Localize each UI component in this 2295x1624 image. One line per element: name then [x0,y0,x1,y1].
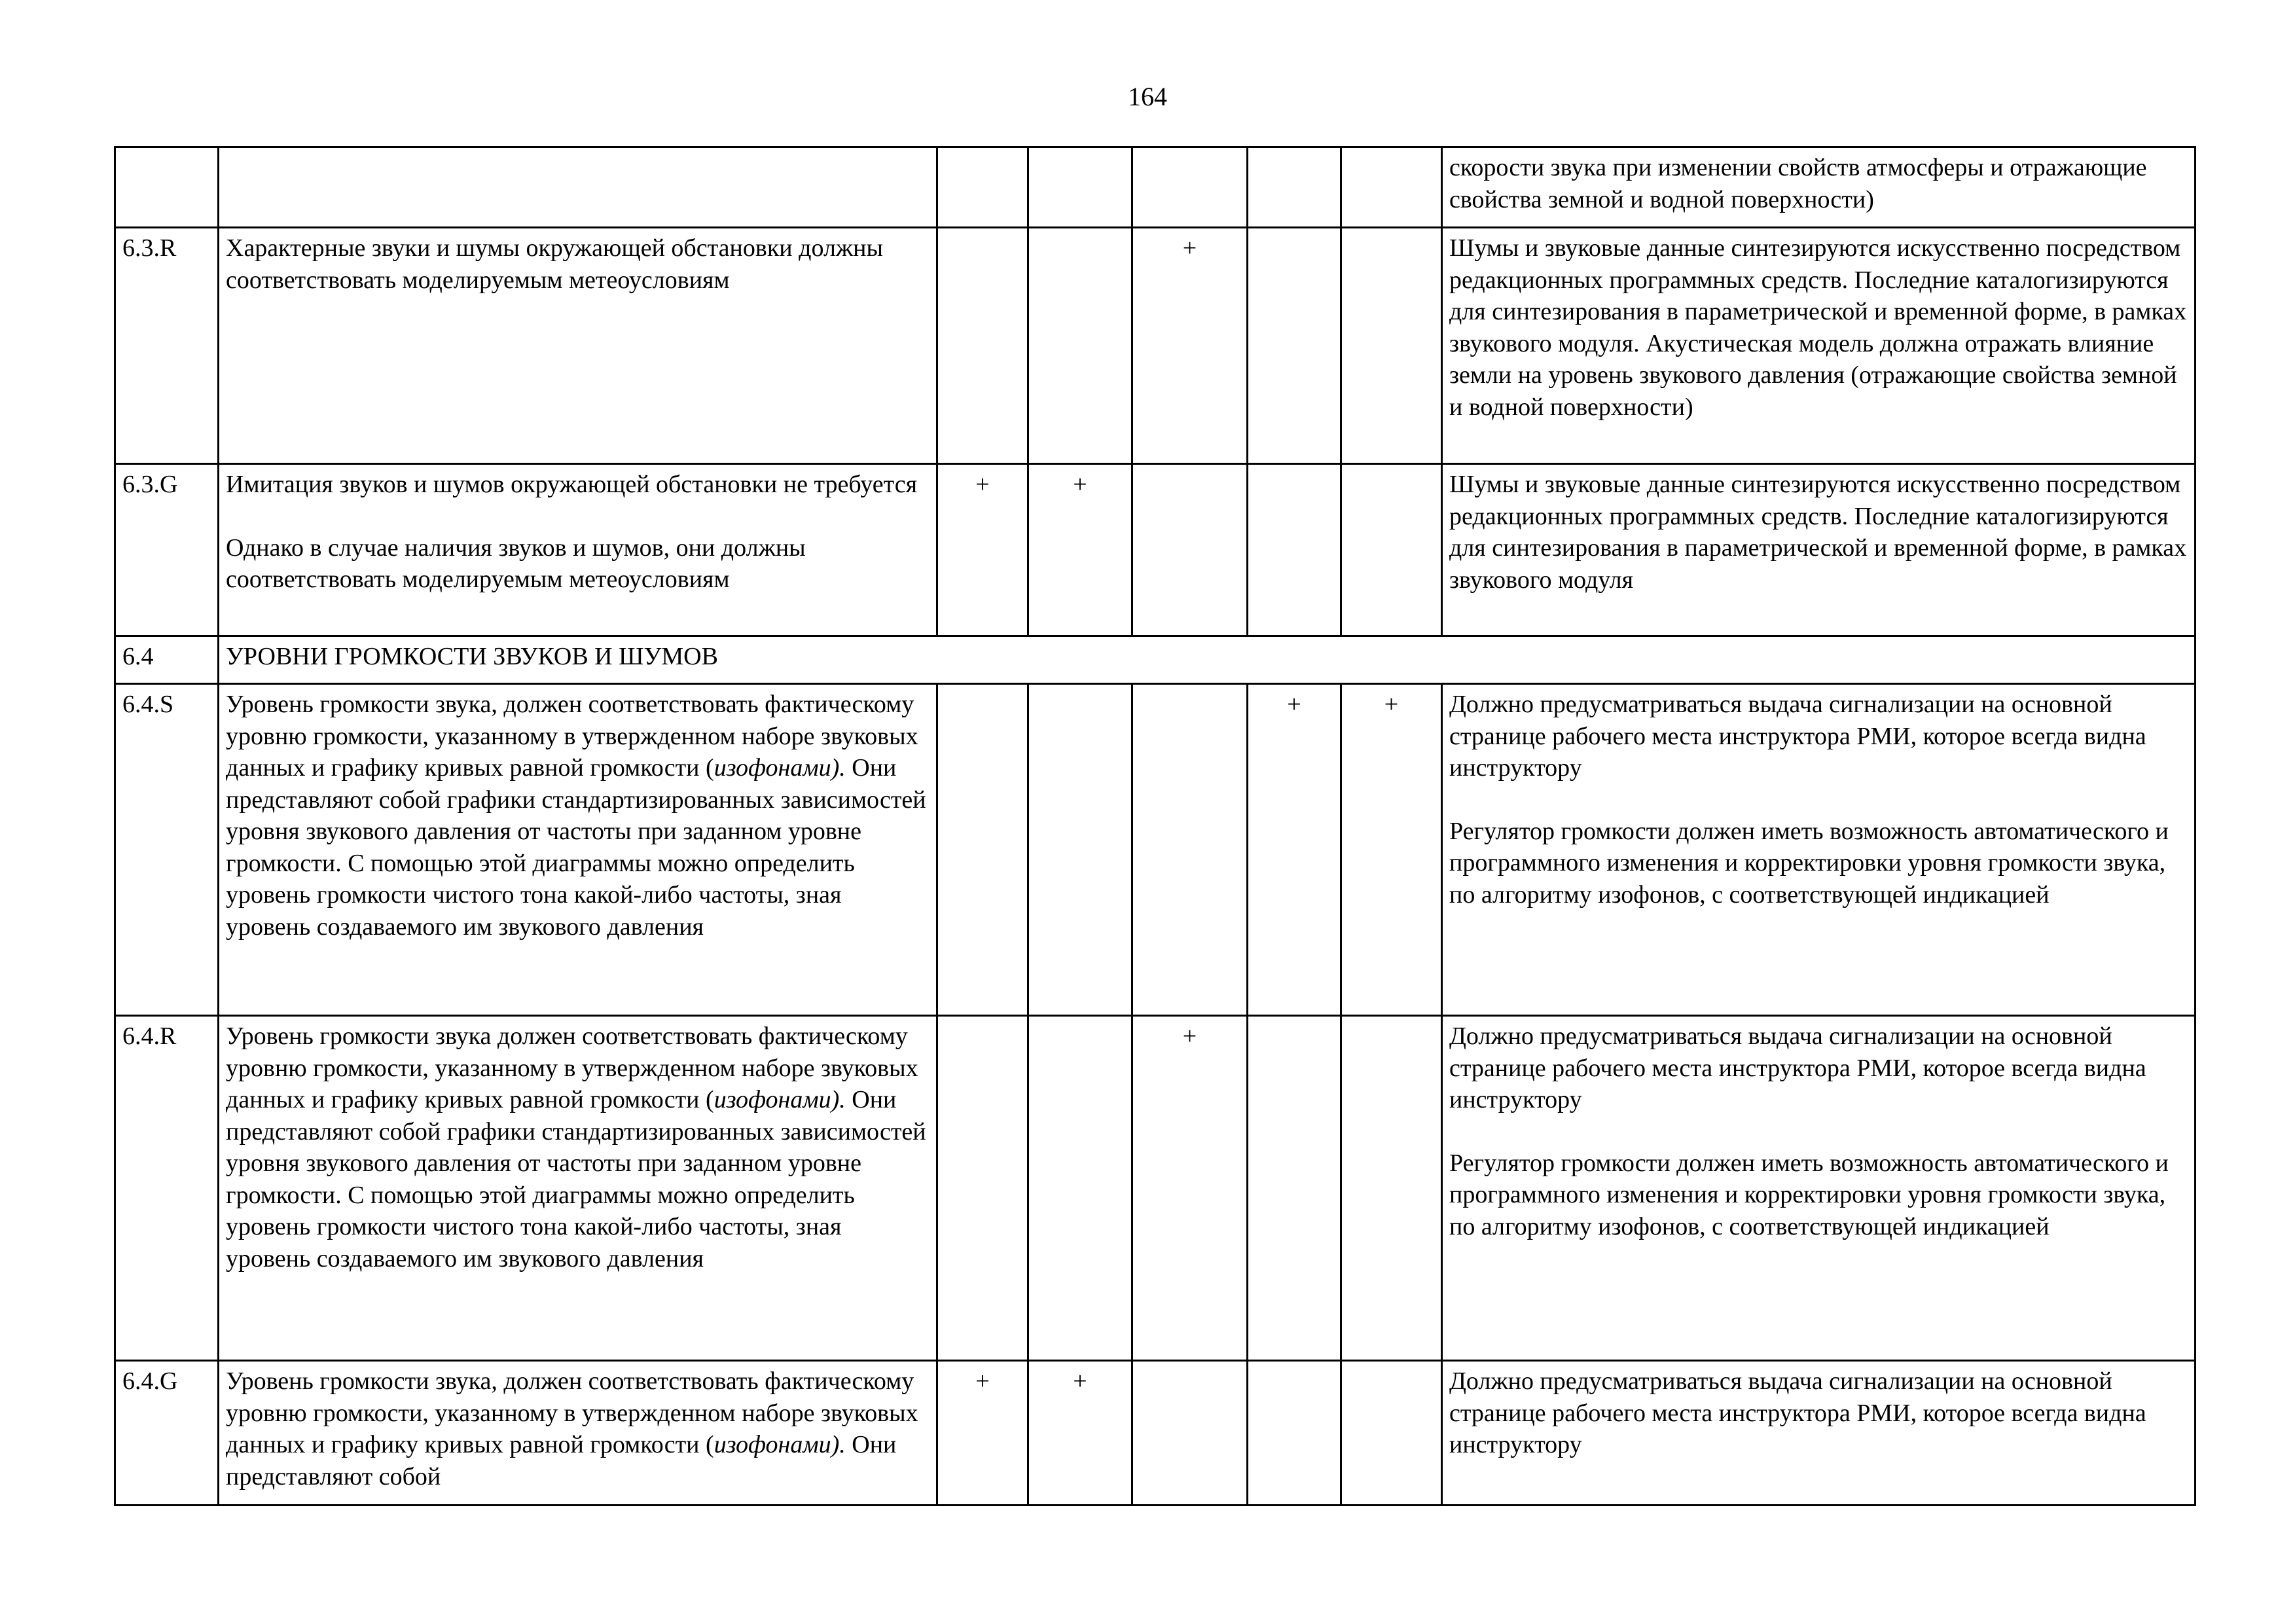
row-code: 6.4.G [115,1361,219,1506]
table-row [115,147,2196,228]
table-row [115,1016,2196,1361]
requirement-text [226,1020,930,1274]
requirement-text-part: Они представляют собой графики стандартизированных зависимостей уровня звукового давления от частоты при заданном уровне громкости. С помощью этой диаграммы можно определить уровень громкости чистого тона какой-либо частоты, зная уровень создаваемого им звукового давления [226,754,926,941]
requirement-text: Однако в случае наличия звуков и шумов, они должны соответствовать моделируемым метеоусловиям [226,533,806,593]
requirement-italic-term: изофонами). [714,1431,846,1458]
row-mark [1341,228,1442,464]
row-mark: + [1132,1016,1248,1361]
requirement-italic-term: изофонами). [714,1086,846,1113]
note-text: Должно предусматриваться выдача сигнализации на основной странице рабочего места инструктора РМИ, которое всегда видна инструктору [1449,1022,2146,1113]
row-notes [1442,1016,2196,1361]
requirement-text: Имитация звуков и шумов окружающей обстановки не требуется [226,471,918,498]
row-code: 6.3.G [115,464,219,636]
requirement-text-part: Уровень громкости звука, должен соответствовать фактическому уровню громкости, указанному в утвержденном наборе звуковых данных и графику кривых равной громкости ( [226,691,918,782]
note-text: Шумы и звуковые данные синтезируются искусственно посредством редакционных программных средств. Последние каталогизируются для синтезирования в параметрической и временной форме, в рамках звукового модуля [1449,471,2187,594]
requirement-text-part: Уровень громкости звука должен соответствовать фактическому уровню громкости, указанному в утвержденном наборе звуковых данных и графику кривых равной громкости ( [226,1022,918,1113]
table-row [115,464,2196,636]
note-text: скорости звука при изменении свойств атмосферы и отражающие свойства земной и водной поверхности) [1449,154,2147,213]
row-mark [1341,464,1442,636]
row-mark [1248,1361,1341,1506]
row-code: 6.4.S [115,684,219,1016]
row-mark: + [937,1361,1028,1506]
row-mark [937,1016,1028,1361]
row-code: 6.4.R [115,1016,219,1361]
note-text: Шумы и звуковые данные синтезируются искусственно посредством редакционных программных средств. Последние каталогизируются для синтезирования в параметрической и временной форме, в рамках звукового модуля. Акустическая модель должна отражать влияние земли на уровень звукового давления (отражающие свойства земной и водной поверхности) [1449,234,2187,421]
row-mark [1028,684,1132,1016]
row-mark [1341,1361,1442,1506]
row-notes [1442,684,2196,1016]
row-requirement [219,1016,937,1361]
row-mark: + [1132,228,1248,464]
row-mark [937,684,1028,1016]
row-mark [1132,464,1248,636]
note-text: Регулятор громкости должен иметь возможность автоматического и программного изменения и корректировки уровня громкости звука, по алгоритму изофонов, с соответствующей индикацией [1449,817,2169,909]
row-mark [1028,1016,1132,1361]
row-requirement [219,1361,937,1506]
note-text: Должно предусматриваться выдача сигнализации на основной странице рабочего места инструктора РМИ, которое всегда видна инструктору [1449,1367,2146,1458]
row-mark [1248,228,1341,464]
requirement-text [226,1365,930,1492]
row-mark: + [1028,464,1132,636]
section-row [115,636,2196,684]
table-row [115,1361,2196,1506]
row-notes [1442,464,2196,636]
requirement-text-part: Уровень громкости звука, должен соответствовать фактическому уровню громкости, указанному в утвержденном наборе звуковых данных и графику кривых равной громкости ( [226,1367,918,1458]
row-mark: + [1028,1361,1132,1506]
note-text: Должно предусматриваться выдача сигнализации на основной странице рабочего места инструктора РМИ, которое всегда видна инструктору [1449,691,2146,782]
row-mark [937,228,1028,464]
requirement-text-part: Они представляют собой [226,1431,897,1490]
row-mark: + [1248,684,1341,1016]
row-requirement [219,464,937,636]
requirement-text-part: Они представляют собой графики стандартизированных зависимостей уровня звукового давления от частоты при заданном уровне громкости. С помощью этой диаграммы можно определить уровень громкости чистого тона какой-либо частоты, зная уровень создаваемого им звукового давления [226,1086,926,1272]
row-requirement [219,147,937,228]
row-mark [1248,147,1341,228]
table-row [115,684,2196,1016]
requirement-italic-term: изофонами). [714,754,846,782]
row-mark [1132,147,1248,228]
section-title: УРОВНИ ГРОМКОСТИ ЗВУКОВ И ШУМОВ [219,636,2196,684]
row-mark [1028,228,1132,464]
section-code: 6.4 [115,636,219,684]
row-mark [1341,1016,1442,1361]
row-requirement [219,228,937,464]
row-notes [1442,147,2196,228]
table-row [115,228,2196,464]
row-code: 6.3.R [115,228,219,464]
row-mark: + [1341,684,1442,1016]
row-mark [1028,147,1132,228]
row-requirement [219,684,937,1016]
page-number: 164 [1128,82,1167,111]
row-notes [1442,1361,2196,1506]
row-mark [1132,1361,1248,1506]
row-mark [1248,464,1341,636]
requirement-text: Характерные звуки и шумы окружающей обстановки должны соответствовать моделируемым метеоусловиям [226,234,884,294]
row-code [115,147,219,228]
requirements-table [114,146,2196,1506]
row-mark [1248,1016,1341,1361]
requirement-text [226,689,930,943]
row-mark [1341,147,1442,228]
note-text: Регулятор громкости должен иметь возможность автоматического и программного изменения и корректировки уровня громкости звука, по алгоритму изофонов, с соответствующей индикацией [1449,1149,2169,1240]
row-mark [1132,684,1248,1016]
row-notes [1442,228,2196,464]
row-mark: + [937,464,1028,636]
row-mark [937,147,1028,228]
